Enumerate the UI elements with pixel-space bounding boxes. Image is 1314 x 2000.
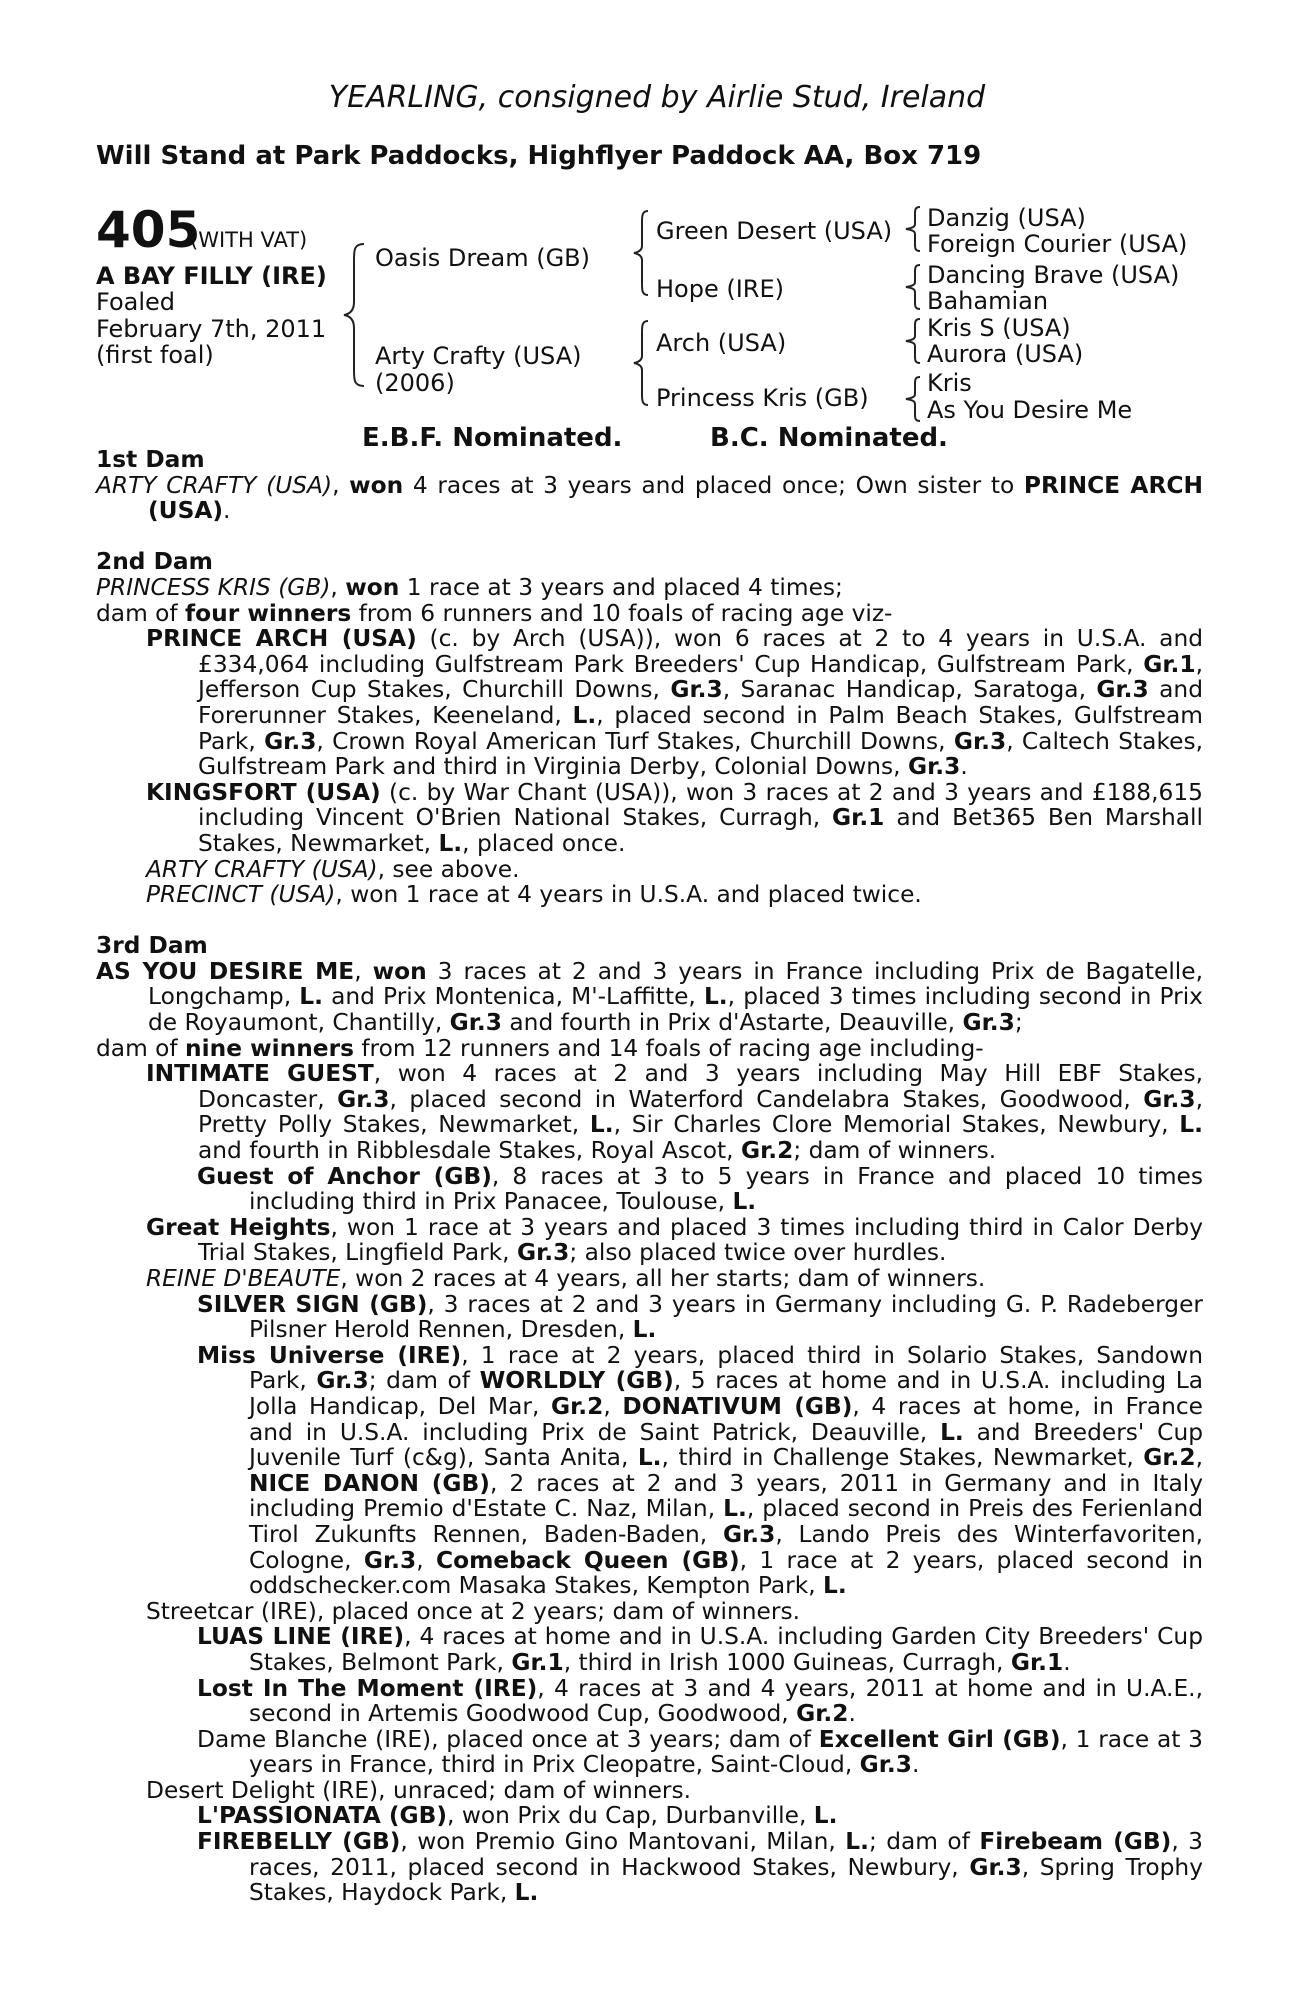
won-label: won [349, 471, 404, 499]
horse-name: KINGSFORT (USA) [146, 778, 381, 806]
text: , [332, 471, 350, 499]
brace-gen3-1 [900, 204, 926, 254]
grade: Gr.1 [511, 1648, 564, 1676]
text: , 2 races at 2 and 3 years, 2011 in Germany and in Italy including Premio d'Estate C. Naz, Milan, [249, 1469, 1203, 1523]
grade: Gr.2 [1143, 1444, 1196, 1472]
won-label: won [345, 573, 400, 601]
horse-name: Lost In The Moment (IRE) [197, 1674, 538, 1702]
grade: L. [823, 1572, 847, 1600]
horse-name: Excellent Girl (GB) [818, 1725, 1061, 1753]
text: from 12 runners and 14 foals of racing age including- [353, 1034, 984, 1062]
grade: L. [632, 1316, 657, 1344]
produce-miss-universe [96, 1343, 1203, 1599]
grade: L. [438, 829, 463, 857]
text: , 3 races, 2011, placed second in Hackwood Stakes, Newbury, [249, 1828, 1203, 1881]
text: , won 1 race at 4 years in U.S.A. and placed twice. [335, 881, 922, 909]
text: , 4 races at home and in U.S.A. including Garden City Breeders' Cup Stakes, Belmont Park, [249, 1623, 1203, 1676]
text: , won 1 race at 3 years and placed 3 times including third in Calor Derby Trial Stakes, Lingfield Park, [198, 1213, 1203, 1267]
text: . [912, 1751, 920, 1779]
dam-year: (2006) [375, 369, 455, 397]
third-dam-heading: 3rd Dam [96, 932, 208, 960]
horse-name: LUAS LINE (IRE) [197, 1623, 405, 1651]
text: ; [1014, 1009, 1023, 1037]
horse-name: Miss Universe (IRE) [197, 1341, 462, 1369]
horse-name: DONATIVUM (GB) [622, 1392, 853, 1420]
produce-prince-arch [96, 626, 1203, 780]
text: 4 races at 3 years and placed once; Own sister to [403, 471, 1024, 499]
page-title: YEARLING, consigned by Airlie Stud, Ireland [328, 80, 986, 115]
grade: Gr.2 [741, 1137, 794, 1165]
text: , [354, 957, 373, 985]
first-dam-heading: 1st Dam [96, 446, 205, 473]
produce-dame-blanche [96, 1727, 1203, 1778]
second-dam-entry [96, 575, 1203, 601]
grade: Gr.2 [550, 1392, 604, 1420]
pedigree-brace-dam [630, 318, 652, 408]
winners-count: nine winners [185, 1034, 354, 1062]
text: and Bet365 Ben Marshall Stakes, Newmarket, [198, 804, 1204, 857]
winners-count: four winners [185, 599, 352, 627]
text: , placed second in Waterford Candelabra Stakes, Goodwood, [389, 1085, 1144, 1113]
text: , see above. [377, 855, 520, 883]
text: , won 2 races at 4 years, all her starts; dam of winners. [340, 1265, 986, 1292]
pedigree-brace-sire [630, 208, 652, 298]
text: dam of [96, 599, 186, 627]
produce-lost-in-the-moment [96, 1676, 1203, 1727]
text: , Lando Preis des Winterfavoriten, Cologne, [249, 1520, 1203, 1574]
grade: Gr.3 [722, 1520, 776, 1548]
grade: Gr.3 [908, 753, 961, 781]
text: ; dam of [868, 1828, 980, 1856]
dam-dam-sire: Kris [927, 369, 972, 397]
grade: Gr.3 [264, 727, 317, 755]
text: , placed second in Palm Beach Stakes, Gulfstream Park, [198, 701, 1203, 755]
horse-name: FIREBELLY (GB) [197, 1828, 401, 1856]
produce-l-passionata [96, 1803, 1203, 1829]
text: , 1 race at 3 years in France, third in Prix Cleopatre, Saint-Cloud, [249, 1725, 1203, 1779]
produce-kingsfort [96, 780, 1203, 857]
text: , [1195, 1444, 1203, 1472]
horse-name: WORLDLY (GB) [479, 1367, 674, 1395]
text: , 4 races at home, in France and in U.S.A. including Prix de Saint Patrick, Deauville, [249, 1392, 1203, 1446]
text: and fourth in Prix d'Astarte, Deauville, [502, 1009, 963, 1037]
produce-streetcar: Streetcar (IRE), placed once at 2 years; dam of winners. [146, 1597, 801, 1625]
text: ; also placed twice over hurdles. [569, 1239, 947, 1267]
produce-intimate-guest [96, 1061, 1203, 1163]
text: . [848, 1700, 856, 1728]
horse-name: PRECINCT (USA) [146, 881, 336, 909]
text: , 1 race at 2 years, placed second in oddschecker.com Masaka Stakes, Kempton Park, [249, 1546, 1203, 1600]
vat-label: (WITH VAT) [190, 228, 308, 252]
grade: Gr.1 [1143, 650, 1196, 678]
text: . [960, 753, 968, 781]
grade: Gr.3 [363, 1546, 417, 1574]
grade: L. [637, 1444, 662, 1472]
text: , won Prix du Cap, Durbanville, [447, 1802, 814, 1830]
grade: Gr.3 [337, 1085, 390, 1113]
third-dam-produce-summary [96, 1036, 1203, 1062]
text: dam of [96, 1034, 186, 1062]
text: from 6 runners and 10 foals of racing age viz- [351, 599, 893, 627]
text: , 3 races at 2 and 3 years in Germany including G. P. Radeberger Pilsner Herold Rennen, Dresden, [249, 1290, 1203, 1344]
grade: L. [589, 1111, 614, 1139]
text: and Breeders' Cup Juvenile Turf (c&g), Santa Anita, [249, 1418, 1204, 1472]
text: ; dam of [368, 1367, 480, 1395]
dam-dam-dam: As You Desire Me [927, 396, 1133, 424]
horse-name: PRINCE ARCH (USA) [146, 625, 417, 653]
sire-dam: Hope (IRE) [656, 275, 785, 303]
second-dam-name: PRINCESS KRIS (GB) [96, 573, 331, 601]
text: , won 4 races at 2 and 3 years including May Hill EBF Stakes, Doncaster, [198, 1060, 1203, 1113]
second-dam-produce-summary [96, 601, 1203, 627]
produce-precinct [96, 882, 1203, 908]
sire-sire: Green Desert (USA) [656, 217, 893, 245]
horse-name: REINE D'BEAUTE [146, 1265, 341, 1292]
text: , Pretty Polly Stakes, Newmarket, [198, 1085, 1203, 1139]
produce-guest-of-anchor [96, 1164, 1203, 1215]
text: . [223, 497, 231, 525]
text: , third in Irish 1000 Guineas, Curragh, [563, 1648, 1011, 1676]
first-dam-name: ARTY CRAFTY (USA) [96, 471, 333, 499]
text: Dame Blanche (IRE), placed once at 3 years; dam of [197, 1725, 819, 1753]
sire: Oasis Dream (GB) [375, 244, 590, 272]
pedigree-brace-main [340, 240, 370, 390]
grade: Gr.3 [1096, 676, 1149, 704]
ebf-nominated: E.B.F. Nominated. [362, 423, 623, 453]
grade: L. [572, 701, 597, 729]
produce-reine-d-beaute [96, 1266, 1203, 1292]
text: , Saranac Handicap, Saratoga, [722, 676, 1097, 704]
grade: L. [723, 1495, 747, 1523]
horse-name: ARTY CRAFTY (USA) [146, 855, 378, 883]
brace-gen3-3 [900, 316, 926, 366]
text: and Prix Montenica, M'-Laffitte, [322, 983, 704, 1011]
text: , Sir Charles Clore Memorial Stakes, Newbury, [613, 1111, 1180, 1139]
text: (c. by Arch (USA)), won 6 races at 2 to 4 years in U.S.A. and £334,064 including Gulfstream Park Breeders' Cup Handicap, Gulfstream Park, [198, 625, 1203, 678]
grade: L. [514, 1879, 539, 1907]
produce-arty-crafty [96, 857, 1203, 883]
horse-name: SILVER SIGN (GB) [197, 1290, 428, 1318]
text: , Spring Trophy Stakes, Haydock Park, [249, 1853, 1203, 1907]
sire-sire-dam: Foreign Courier (USA) [927, 230, 1188, 258]
sire-sire-sire: Danzig (USA) [927, 204, 1086, 232]
horse-name: NICE DANON (GB) [249, 1469, 490, 1497]
foaled-label: Foaled [96, 288, 176, 316]
text: and Forerunner Stakes, Keeneland, [198, 676, 1203, 729]
text: , 8 races at 3 to 5 years in France and placed 10 times including third in Prix Panacee, Toulouse, [249, 1162, 1203, 1216]
dam-dam: Princess Kris (GB) [656, 384, 869, 412]
produce-great-heights [96, 1215, 1203, 1266]
grade: Gr.3 [962, 1009, 1015, 1037]
text: , third in Challenge Stakes, Newmarket, [661, 1444, 1144, 1472]
produce-desert-delight: Desert Delight (IRE), unraced; dam of winners. [146, 1776, 692, 1804]
grade: Gr.3 [449, 1009, 502, 1037]
text: , [603, 1392, 623, 1420]
horse-name: Great Heights [146, 1213, 331, 1241]
text: , placed second in Preis des Ferienland Tirol Zukunfts Rennen, Baden-Baden, [249, 1495, 1204, 1548]
grade: Gr.1 [832, 804, 885, 832]
dam-sire-sire: Kris S (USA) [927, 314, 1071, 342]
won-label: won [372, 957, 427, 985]
pedigree-body [96, 447, 1203, 1906]
brace-gen3-4 [900, 374, 926, 424]
bc-nominated: B.C. Nominated. [710, 423, 948, 453]
text: , 4 races at 3 and 4 years, 2011 at home and in U.A.E., second in Artemis Goodwood Cup, Goodwood, [249, 1674, 1203, 1728]
third-dam-name: AS YOU DESIRE ME [96, 957, 355, 985]
horse-name: Comeback Queen (GB) [435, 1546, 740, 1574]
grade: L. [732, 1188, 757, 1216]
grade: L. [940, 1418, 964, 1446]
text: , [416, 1546, 436, 1574]
lot-number: 405 [96, 201, 201, 259]
sire-dam-sire: Dancing Brave (USA) [927, 261, 1180, 289]
text: , Caltech Stakes, Gulfstream Park and third in Virginia Derby, Colonial Downs, [198, 727, 1203, 781]
grade: L. [1179, 1111, 1203, 1139]
text: , [330, 573, 346, 601]
stand-location: Will Stand at Park Paddocks, Highflyer Paddock AA, Box 719 [96, 141, 982, 171]
grade: Gr.2 [796, 1700, 849, 1728]
grade: L. [845, 1828, 869, 1856]
first-dam-entry [96, 473, 1203, 524]
text: , 1 race at 2 years, placed third in Solario Stakes, Sandown Park, [249, 1341, 1203, 1395]
grade: L. [813, 1802, 838, 1830]
grade: L. [703, 983, 728, 1011]
foal-note: (first foal) [96, 341, 214, 369]
text: , won Premio Gino Mantovani, Milan, [400, 1828, 846, 1856]
foaled-date: February 7th, 2011 [96, 315, 327, 343]
dam-sire: Arch (USA) [656, 329, 787, 357]
sire-dam-dam: Bahamian [927, 287, 1049, 315]
text: , Crown Royal American Turf Stakes, Churchill Downs, [316, 727, 954, 755]
third-dam-entry [96, 959, 1203, 1036]
brace-gen3-2 [900, 262, 926, 312]
horse-name: Guest of Anchor (GB) [197, 1162, 492, 1190]
produce-firebelly [96, 1829, 1203, 1906]
horse-name: INTIMATE GUEST [146, 1060, 374, 1088]
horse-name: L'PASSIONATA (GB) [197, 1802, 448, 1830]
grade: Gr.3 [969, 1853, 1022, 1881]
grade: Gr.1 [1010, 1648, 1064, 1676]
produce-luas-line [96, 1624, 1203, 1675]
text: , placed once. [462, 829, 626, 857]
text: , placed 3 times including second in Prix de Royaumont, Chantilly, [148, 983, 1203, 1037]
grade: Gr.3 [517, 1239, 570, 1267]
text: , 5 races at home and in U.S.A. including La Jolla Handicap, Del Mar, [249, 1367, 1203, 1420]
grade: Gr.3 [953, 727, 1007, 755]
dam: Arty Crafty (USA) [375, 342, 582, 370]
grade: L. [299, 983, 323, 1011]
dam-sire-dam: Aurora (USA) [927, 340, 1084, 368]
sibling-name: PRINCE ARCH (USA) [148, 471, 1203, 525]
horse-name: Firebeam (GB) [979, 1828, 1172, 1856]
text: and fourth in Ribblesdale Stakes, Royal Ascot, [198, 1137, 741, 1165]
produce-silver-sign [96, 1292, 1203, 1343]
lot-name: A BAY FILLY (IRE) [96, 262, 327, 290]
text: 3 races at 2 and 3 years in France including Prix de Bagatelle, Longchamp, [148, 957, 1203, 1011]
grade: Gr.3 [316, 1367, 369, 1395]
text: ; dam of winners. [793, 1137, 997, 1165]
second-dam-heading: 2nd Dam [96, 548, 213, 576]
grade: Gr.3 [859, 1751, 912, 1779]
text: . [1063, 1648, 1071, 1676]
text: (c. by War Chant (USA)), won 3 races at 2 and 3 years and £188,615 including Vincent O'Brien National Stakes, Curragh, [198, 778, 1203, 832]
grade: Gr.3 [670, 676, 723, 704]
grade: Gr.3 [1143, 1085, 1196, 1113]
text: 1 race at 3 years and placed 4 times; [399, 573, 843, 601]
text: , Jefferson Cup Stakes, Churchill Downs, [198, 650, 1203, 704]
